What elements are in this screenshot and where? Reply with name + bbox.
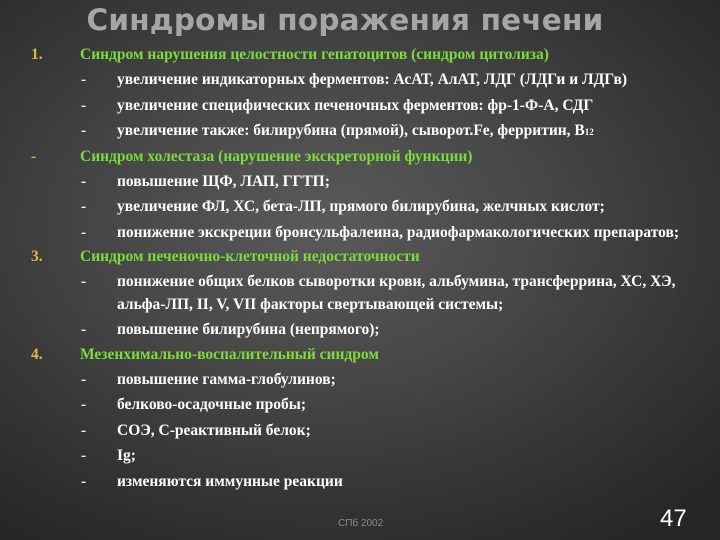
bullet-dash: - — [81, 96, 87, 114]
list-item — [31, 120, 691, 144]
list-item — [31, 95, 691, 118]
section-heading-text: Синдром печеночно-клеточной недостаточности — [80, 248, 420, 265]
list-item — [31, 196, 691, 219]
section-heading-text: Синдром холестаза (нарушение экскреторной функции) — [80, 147, 473, 165]
bullet-dash: - — [81, 122, 87, 139]
list-item — [31, 445, 691, 468]
section-number: 4. — [31, 345, 43, 363]
section-number: - — [31, 147, 37, 165]
list-item-text: изменяются иммунные реакции — [117, 472, 343, 490]
list-item-text: повышение билирубина (непрямого); — [117, 321, 380, 338]
list-item — [31, 319, 691, 342]
list-item — [31, 222, 691, 245]
list-item-text: увеличение ФЛ, ХС, бета-ЛП, прямого билирубина, желчных кислот; — [117, 198, 605, 215]
list-item — [31, 69, 691, 92]
section-number: 1. — [31, 46, 43, 63]
section-heading — [31, 345, 691, 364]
list-item-text: понижение экскреции бронсульфалеина, радиофармакологических препаратов; — [117, 223, 680, 241]
list-item — [31, 420, 691, 443]
list-item-text: Ig; — [117, 447, 136, 464]
bullet-dash: - — [81, 472, 87, 490]
bullet-dash: - — [81, 198, 87, 215]
list-item — [31, 271, 691, 316]
section-heading — [31, 247, 691, 266]
bullet-dash: - — [81, 273, 87, 290]
bullet-dash: - — [81, 396, 87, 413]
bullet-dash: - — [81, 223, 87, 241]
list-item-text: понижение общих белков сыворотки крови, альбумина, трансферрина, ХС, ХЭ, альфа-ЛП, II, V, VII факторы свертывающей системы; — [117, 273, 676, 313]
list-item-text: СОЭ, С-реактивный белок; — [117, 421, 311, 439]
page-number: 47 — [660, 505, 687, 532]
list-item — [31, 394, 691, 417]
bullet-dash: - — [81, 321, 87, 338]
bullet-dash: - — [81, 71, 87, 88]
subscript: 12 — [584, 127, 594, 137]
slide-title: Синдромы поражения печени — [86, 3, 604, 37]
footer-text: СПб 2002 — [338, 518, 384, 529]
section-heading — [31, 45, 691, 64]
list-item-text: белково-осадочные пробы; — [117, 396, 306, 413]
section-heading-text: Синдром нарушения целостности гепатоцитов (синдром цитолиза) — [80, 46, 549, 63]
list-item-text: увеличение индикаторных ферментов: АсАТ, АлАТ, ЛДГ (ЛДГи и ЛДГв) — [117, 71, 628, 88]
bullet-dash: - — [81, 172, 87, 190]
list-item-text: повышение ЩФ, ЛАП, ГГТП; — [117, 172, 330, 190]
section-heading — [31, 147, 691, 166]
section-number: 3. — [31, 248, 43, 265]
bullet-dash: - — [81, 370, 87, 388]
list-item — [31, 171, 691, 194]
list-item-text: повышение гамма-глобулинов; — [117, 370, 336, 388]
list-item-text: увеличение специфических печеночных ферментов: фр-1-Ф-А, СДГ — [117, 96, 594, 114]
section-heading-text: Мезенхимально-воспалительный синдром — [80, 345, 379, 363]
slide-content — [31, 45, 691, 496]
list-item — [31, 471, 691, 494]
list-item-text: увеличение также: билирубина (прямой), сыворот.Fe, ферритин, В — [117, 122, 585, 139]
bullet-dash: - — [81, 421, 87, 439]
list-item — [31, 369, 691, 392]
bullet-dash: - — [81, 447, 87, 464]
